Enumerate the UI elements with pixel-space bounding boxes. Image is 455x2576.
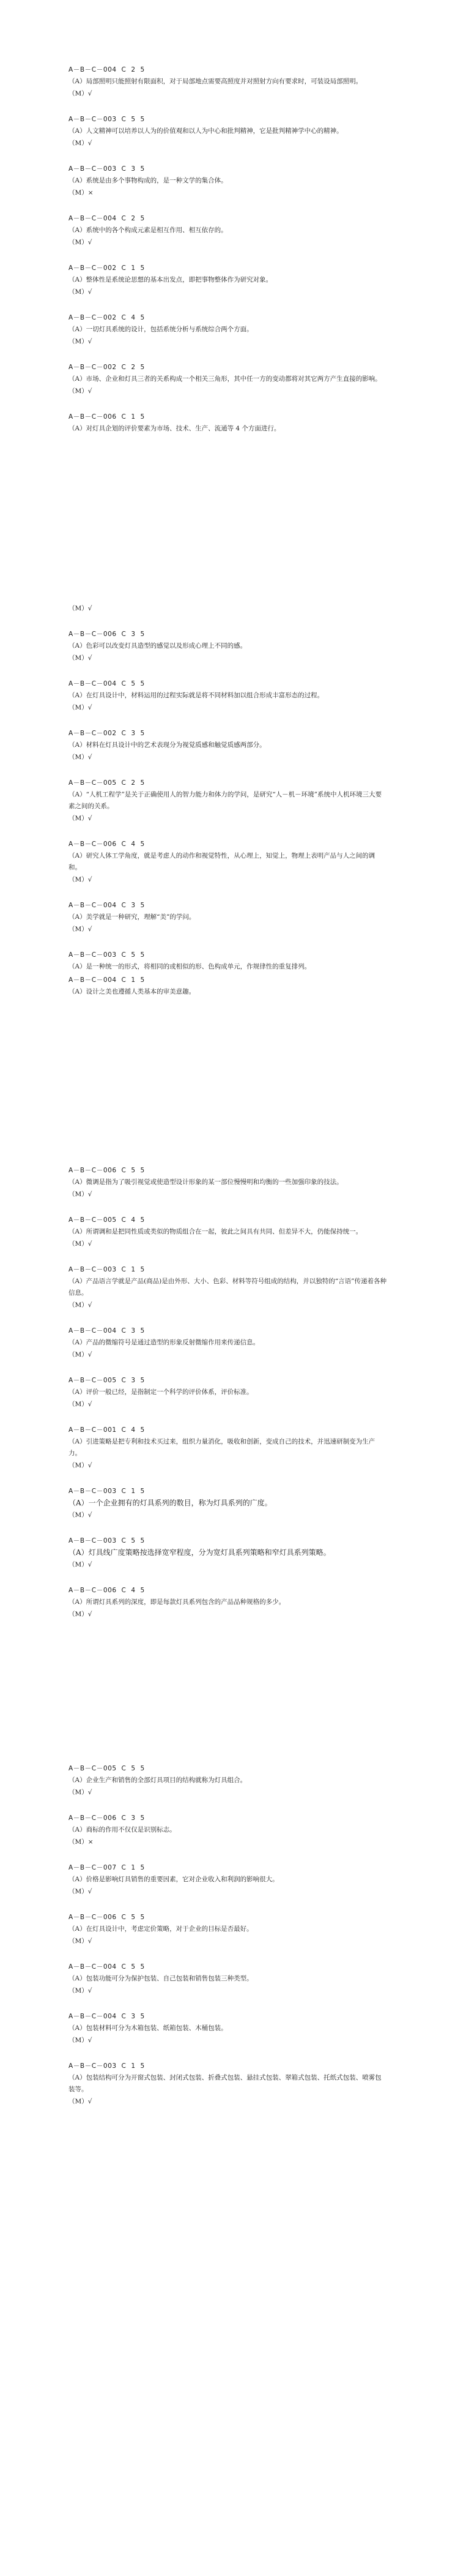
question-text: （A）一切灯具系统的设计，包括系统分析与系统综合两个方面。 <box>68 326 253 333</box>
question-code: A－B－C－002 C 2 5 <box>68 364 145 371</box>
question-item <box>68 678 387 714</box>
question-answer: （M）√ <box>68 90 92 97</box>
question-text: （A）包装功能可分为保护包装、自己包装和销售包装三种类型。 <box>68 1975 253 1982</box>
question-text: （A）商标的作用不仅仅是识别标志。 <box>68 1826 176 1833</box>
question-answer: （M）√ <box>68 140 92 147</box>
question-text: （A）灯具线广度策略按选择宽窄程度，分为宽灯具系列策略和窄灯具系列策略。 <box>68 1548 331 1557</box>
question-code: A－B－C－006 C 5 5 <box>68 1167 145 1174</box>
question-code: A－B－C－005 C 5 5 <box>68 1765 145 1772</box>
question-answer: （M）√ <box>68 288 92 296</box>
question-item <box>68 1911 387 1947</box>
question-text: （A）包装材料可分为木箱包装、纸箱包装、木桶包装。 <box>68 2024 228 2032</box>
question-code: A－B－C－003 C 5 5 <box>68 951 145 959</box>
question-text: （A）“人机工程学”是关于正确使用人的智力能力和体力的学问，是研究“人－机－环境”系统中人机环境三大要素之间的关系。 <box>68 791 382 810</box>
question-code: A－B－C－004 C 3 5 <box>68 902 145 909</box>
question-text: （A）对灯具企划的评价要素为市场、技术、生产、流通等 4 个方面进行。 <box>68 425 281 432</box>
question-item <box>68 974 387 998</box>
question-text: （A）人文精神可以培养以人为的价值观和以人为中心和批判精神，它是批判精神学中心的精神。 <box>68 127 343 135</box>
question-answer: （M）√ <box>68 1240 92 1248</box>
question-item <box>68 262 387 298</box>
question-item <box>68 777 387 825</box>
page-gap <box>68 448 455 602</box>
question-code: A－B－C－003 C 3 5 <box>68 165 145 173</box>
question-item <box>68 1485 387 1521</box>
question-answer: （M）√ <box>68 1938 92 1945</box>
question-item <box>68 163 387 199</box>
question-code: A－B－C－004 C 2 5 <box>68 215 145 222</box>
question-code: A－B－C－004 C 3 5 <box>68 1327 145 1335</box>
question-code: A－B－C－003 C 1 5 <box>68 1488 145 1495</box>
question-code: A－B－C－003 C 1 5 <box>68 2062 145 2070</box>
question-section <box>68 1164 455 1620</box>
question-answer: （M）√ <box>68 1987 92 1994</box>
question-code: A－B－C－002 C 1 5 <box>68 264 145 272</box>
question-code: A－B－C－005 C 3 5 <box>68 1377 145 1384</box>
question-item <box>68 1214 387 1250</box>
question-item <box>68 2060 387 2108</box>
question-item <box>68 1374 387 1410</box>
question-answer: （M）√ <box>68 1561 92 1568</box>
question-code: A－B－C－003 C 1 5 <box>68 1266 145 1273</box>
question-answer: （M）√ <box>68 388 92 395</box>
question-item <box>68 1164 387 1200</box>
question-answer: （M）√ <box>68 239 92 246</box>
question-item <box>68 1264 387 1311</box>
question-item <box>68 212 387 249</box>
question-code: A－B－C－004 C 5 5 <box>68 680 145 687</box>
question-text: （A）所谓灯具系列的深度，即是每款灯具系列包含的产品品种规格的多少。 <box>68 1598 286 1606</box>
question-item <box>68 361 387 397</box>
question-text: （A）价格是影响灯具销售的重要因素，它对企业收入和利润的影响很大。 <box>68 1876 279 1883</box>
question-code: A－B－C－006 C 5 5 <box>68 1914 145 1921</box>
question-answer: （M）√ <box>68 1351 92 1358</box>
question-code: A－B－C－006 C 4 5 <box>68 1587 145 1594</box>
question-code: A－B－C－004 C 1 5 <box>68 976 145 984</box>
question-section <box>68 1762 455 2108</box>
question-item <box>68 113 387 149</box>
question-text: （A）产品的微缩符号是通过造型的形象反射微缩作用来传递信息。 <box>68 1339 260 1346</box>
question-answer: （M）√ <box>68 704 92 711</box>
question-text: （A）研究人体工学角度，就是考虑人的动作和视觉特性，从心理上，知觉上，物理上表明产品与人之间的调和。 <box>68 852 375 871</box>
question-text: （A）一个企业拥有的灯具系列的数目，称为灯具系列的广度。 <box>68 1499 272 1507</box>
question-item <box>68 838 387 886</box>
question-text: （A）引进策略是把专利和技术买过来，组织力量消化，吸收和创新，变成自己的技术，并迅速研制变为生产力。 <box>68 1438 375 1457</box>
question-item <box>68 628 387 664</box>
question-item <box>68 1862 387 1898</box>
question-answer: （M）√ <box>68 1511 92 1519</box>
question-answer: （M）√ <box>68 926 92 933</box>
question-text: （A）局部照明只能照射有限面积，对于局部地点需要高照度并对照射方向有要求时，可装设局部照明。 <box>68 78 363 85</box>
page-gap <box>68 1011 455 1164</box>
question-text: （A）在灯具设计中，考虑定价策略，对于企业的目标是否最好。 <box>68 1925 253 1933</box>
question-answer: （M）√ <box>68 654 92 662</box>
question-code: A－B－C－003 C 5 5 <box>68 116 145 123</box>
question-code: A－B－C－004 C 3 5 <box>68 2013 145 2020</box>
question-item <box>68 1535 387 1571</box>
question-text: （A）系统中的各个构成元素是相互作用、相互依存的。 <box>68 227 228 234</box>
question-section <box>68 602 455 998</box>
question-text: （A）产品语言学就是产品(商品)是由外形、大小、色彩、材料等符号组成的结构，并以独特的“言语”传递着各种信息。 <box>68 1278 387 1297</box>
question-item <box>68 1961 387 1997</box>
question-text: （A）整体性是系统论思想的基本出发点，即把事物整体作为研究对象。 <box>68 276 273 283</box>
question-answer: （M）√ <box>68 754 92 761</box>
question-text: （A）在灯具设计中，材料运用的过程实际就是将不同材料加以组合形成丰富形态的过程。 <box>68 692 324 699</box>
question-text: （A）设计之美也遵循人类基本的审美意趣。 <box>68 988 196 995</box>
question-item <box>68 602 387 615</box>
question-code: A－B－C－002 C 3 5 <box>68 730 145 737</box>
question-answer: （M）√ <box>68 2098 92 2105</box>
question-section <box>68 64 455 435</box>
question-item <box>68 64 387 100</box>
question-text: （A）企业生产和销售的全部灯具项目的结构就称为灯具组合。 <box>68 1777 247 1784</box>
question-text: （A）市场、企业和灯具三者的关系构成一个相关三角形，其中任一方的变动都将对其它两方产生直接的影响。 <box>68 375 382 383</box>
question-item <box>68 312 387 348</box>
question-answer: （M）√ <box>68 1611 92 1618</box>
question-code: A－B－C－006 C 3 5 <box>68 631 145 638</box>
question-text: （A）色彩可以改变灯具造型的感觉以及形成心理上不同的感。 <box>68 642 247 650</box>
question-answer: （M）√ <box>68 815 92 822</box>
question-item <box>68 949 387 973</box>
question-answer: （M）√ <box>68 1191 92 1198</box>
page-gap <box>68 1634 455 1762</box>
question-answer: （M）√ <box>68 876 92 883</box>
question-code: A－B－C－004 C 2 5 <box>68 66 145 73</box>
question-answer: （M）× <box>68 189 94 197</box>
question-answer: （M）√ <box>68 1401 92 1408</box>
question-text: （A）是一种统一的形式，将相同的或相似的形、色构成单元，作规律性的重复排列。 <box>68 963 311 970</box>
question-code: A－B－C－003 C 5 5 <box>68 1537 145 1544</box>
question-code: A－B－C－002 C 4 5 <box>68 314 145 321</box>
question-text: （A）包装结构可分为开窗式包装、封闭式包装、折叠式包装、悬挂式包装、翠箱式包装、托纸式包装、喷雾包装等。 <box>68 2074 382 2093</box>
question-code: A－B－C－005 C 2 5 <box>68 779 145 787</box>
question-text: （A）美学就是一种研究，理解“美”的学问。 <box>68 913 196 921</box>
question-item <box>68 2010 387 2046</box>
question-item <box>68 899 387 935</box>
question-code: A－B－C－005 C 4 5 <box>68 1216 145 1224</box>
question-item <box>68 1584 387 1620</box>
question-text: （A）所谓调和是把同性质或类似的物质组合在一起，彼此之间具有共同、但差异不大，仍能保持统一。 <box>68 1228 363 1235</box>
question-code: A－B－C－006 C 1 5 <box>68 413 145 421</box>
question-answer: （M）√ <box>68 2037 92 2044</box>
question-item <box>68 1424 387 1472</box>
question-text: （A）系统是由多个事物构成的，是一种文学的集合体。 <box>68 177 228 184</box>
question-code: A－B－C－007 C 1 5 <box>68 1864 145 1871</box>
question-item <box>68 1325 387 1361</box>
question-item <box>68 1762 387 1799</box>
question-answer: （M）√ <box>68 1888 92 1895</box>
question-text: （A）材料在灯具设计中的艺术表现分为视觉质感和触觉质感两部分。 <box>68 741 266 749</box>
question-answer: （M）√ <box>68 338 92 345</box>
question-item <box>68 1812 387 1848</box>
question-item <box>68 411 387 435</box>
question-answer: （M）√ <box>68 1301 92 1309</box>
question-answer: （M）√ <box>68 1789 92 1796</box>
question-answer: （M）√ <box>68 605 92 612</box>
question-item <box>68 727 387 763</box>
question-answer: （M）× <box>68 1838 94 1846</box>
question-text: （A）微调是指为了吸引视觉或使造型设计形象的某一部位慢慢明和均衡的一些加强印象的技法。 <box>68 1178 343 1186</box>
question-code: A－B－C－006 C 3 5 <box>68 1814 145 1822</box>
question-code: A－B－C－004 C 5 5 <box>68 1963 145 1971</box>
question-code: A－B－C－006 C 4 5 <box>68 841 145 848</box>
question-answer: （M）√ <box>68 1462 92 1469</box>
question-code: A－B－C－001 C 4 5 <box>68 1426 145 1434</box>
question-text: （A）评价一般已经，是指制定一个科学的评价体系，评价标准。 <box>68 1388 253 1396</box>
